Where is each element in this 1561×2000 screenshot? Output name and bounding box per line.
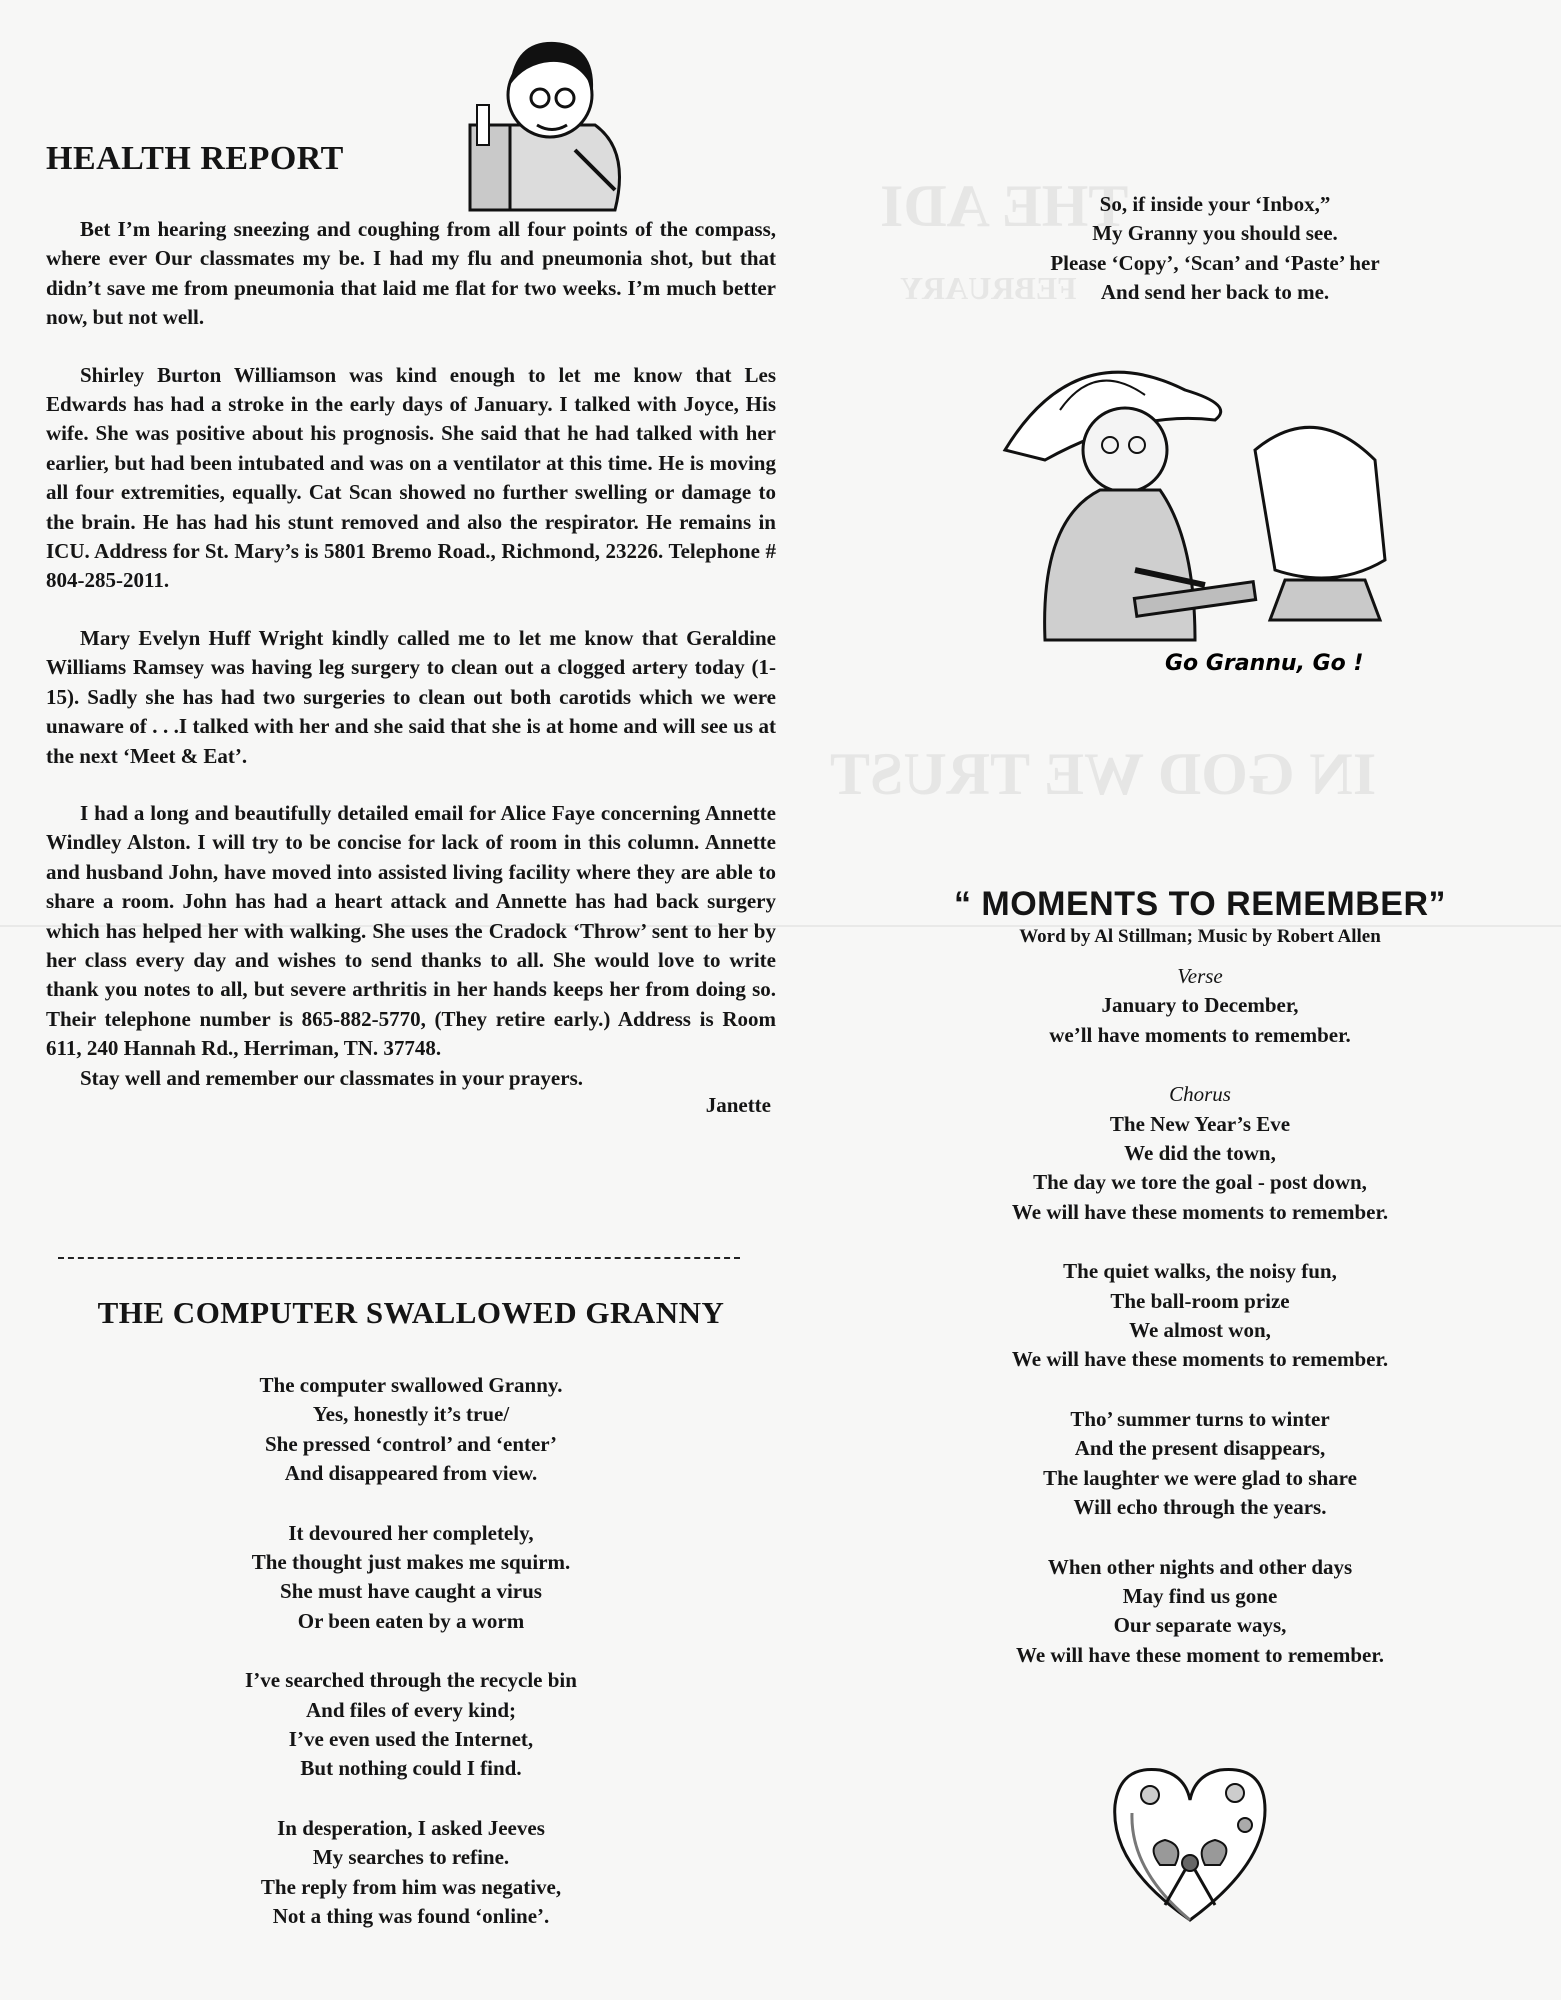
health-report-paragraph-3: Mary Evelyn Huff Wright kindly called me to let me know that Geraldine Williams Ramsey was having leg surgery to clean out a clogged artery today (1-15). Sadly she has had two surgeries to clean out both carotids which we were unaware of . . .I talked with her and she said that she is at home and will see us at the next ‘Meet & Eat’. (46, 625, 776, 768)
poem-line: And disappeared from view. (284, 1461, 538, 1486)
granny-stanza-1 (46, 1371, 776, 1489)
poem-line: And send her back to me. (1100, 280, 1330, 305)
poem-line: My searches to refine. (312, 1845, 510, 1870)
poem-line: She must have caught a virus (280, 1579, 542, 1604)
poem-line: So, if inside your ‘Inbox,” (1099, 192, 1331, 216)
granny-computer-cartoon-image (985, 340, 1435, 680)
poem-line: The thought just makes me squirm. (251, 1550, 571, 1575)
health-report-section (46, 140, 776, 178)
poem-line: The ball-room prize (1110, 1288, 1290, 1313)
moments-stanza-2 (900, 1257, 1500, 1375)
section-divider (58, 1257, 740, 1259)
moments-poem (900, 962, 1500, 1670)
poem-line: We did the town, (1124, 1141, 1276, 1166)
poem-line: But nothing could I find. (300, 1756, 522, 1781)
poem-line: The reply from him was negative, (260, 1874, 562, 1899)
granny-final-stanza (940, 190, 1490, 308)
poem-line: The quiet walks, the noisy fun, (1063, 1259, 1337, 1284)
moments-section (900, 885, 1500, 1700)
granny-poem-title: THE COMPUTER SWALLOWED GRANNY (97, 1295, 725, 1330)
granny-poem-section (46, 1295, 776, 1962)
health-report-body (46, 215, 776, 1118)
poem-line: May find us gone (1122, 1583, 1278, 1608)
poem-line: And the present disappears, (1074, 1436, 1326, 1461)
poem-line: It devoured her completely, (288, 1520, 534, 1545)
moments-stanza-3 (900, 1405, 1500, 1523)
poem-line: The New Year’s Eve (1109, 1111, 1291, 1136)
granny-stanza-3 (46, 1666, 776, 1784)
poem-line: Yes, honestly it’s true/ (312, 1402, 510, 1427)
poem-line: The day we tore the goal - post down, (1033, 1170, 1367, 1195)
moments-chorus-1 (900, 1080, 1500, 1227)
poem-line: The computer swallowed Granny. (259, 1373, 563, 1397)
poem-line: Tho’ summer turns to winter (1070, 1406, 1330, 1431)
poem-line: We will have these moment to remember. (1015, 1642, 1384, 1667)
granny-cartoon-caption: Go Grannu, Go ! (1165, 651, 1364, 676)
poem-line: We almost won, (1129, 1318, 1271, 1343)
poem-line: In desperation, I asked Jeeves (277, 1815, 545, 1840)
granny-stanza-4 (46, 1814, 776, 1932)
granny-poem-stanzas (46, 1371, 776, 1932)
poem-line: I’ve even used the Internet, (288, 1727, 534, 1752)
poem-line: My Granny you should see. (1092, 221, 1338, 246)
poem-line: Or been eaten by a worm (297, 1608, 525, 1633)
verse-label: Verse (1177, 964, 1223, 988)
granny-poem-continuation (940, 190, 1490, 308)
bleed-through-text: IN GOD WE TRUST (830, 741, 1377, 807)
poem-line: Please ‘Copy’, ‘Scan’ and ‘Paste’ her (1050, 250, 1380, 275)
poem-line: We will have these moments to remember. (1011, 1347, 1389, 1372)
moments-title: “ MOMENTS TO REMEMBER” (953, 885, 1447, 923)
poem-line: We will have these moments to remember. (1011, 1199, 1389, 1224)
moments-verse (900, 962, 1500, 1050)
poem-line: January to December, (1101, 993, 1299, 1018)
heart-bow-ornament-image (1090, 1745, 1290, 1935)
moments-stanza-4 (900, 1553, 1500, 1671)
poem-line: Not a thing was found ‘online’. (272, 1904, 550, 1929)
bleed-through-text: THE ADI (880, 173, 1129, 239)
poem-line: I’ve searched through the recycle bin (245, 1668, 577, 1693)
health-report-title: HEALTH REPORT (46, 140, 344, 177)
doctor-cartoon-image (455, 30, 635, 220)
poem-line: She pressed ‘control’ and ‘enter’ (264, 1431, 558, 1456)
moments-credits: Word by Al Stillman; Music by Robert Allen (1019, 926, 1381, 947)
health-report-paragraph-1: Bet I’m hearing sneezing and coughing from all four points of the compass, where ever Our classmates my be. I had my flu and pneumonia shot, but that didn’t save me from pneumonia that laid me flat for two weeks. I’m much better now, but not well. (46, 217, 776, 330)
health-report-paragraph-2: Shirley Burton Williamson was kind enough to let me know that Les Edwards has had a stroke in the early days of January. I talked with Joyce, His wife. She was positive about his prognosis. She said that he had talked with her earlier, but had been intubated and was on a ventilator at this time. He is moving all four extremities, equally. Cat Scan showed no further swelling or damage to the brain. He has had his stunt removed and also the respirator. He remains in ICU. Address for St. Mary’s is 5801 Bremo Road., Richmond, 23226. Telephone # 804-285-2011. (46, 362, 776, 593)
granny-stanza-2 (46, 1519, 776, 1637)
poem-line: The laughter we were glad to share (1043, 1465, 1357, 1490)
poem-line: Will echo through the years. (1073, 1495, 1327, 1520)
poem-line: And files of every kind; (306, 1697, 516, 1722)
health-report-paragraph-4: I had a long and beautifully detailed email for Alice Faye concerning Annette Windley Alston. I will try to be concise for lack of room in this column. Annette and husband John, have moved into assisted living facility where they are able to share a room. John has had a heart attack and Annette has had back surgery which has helped her with walking. She uses the Cradock ‘Throw’ sent to her by her class every day and wishes to send thanks to all. She would love to write thank you notes to all, but severe arthritis in her hands keeps her from doing so. Their telephone number is 865-882-5770, (They retire early.) Address is Room 611, 240 Hannah Rd., Herriman, TN. 37748. (46, 800, 776, 1061)
poem-line: we’ll have moments to remember. (1049, 1022, 1351, 1047)
poem-line: When other nights and other days (1047, 1554, 1353, 1579)
health-report-closing: Stay well and remember our classmates in your prayers. (80, 1065, 583, 1090)
bleed-through-text: FEBRUARY (900, 270, 1077, 306)
chorus-label: Chorus (1169, 1082, 1231, 1107)
health-report-signature: Janette (705, 1092, 771, 1117)
poem-line: Our separate ways, (1113, 1613, 1287, 1638)
